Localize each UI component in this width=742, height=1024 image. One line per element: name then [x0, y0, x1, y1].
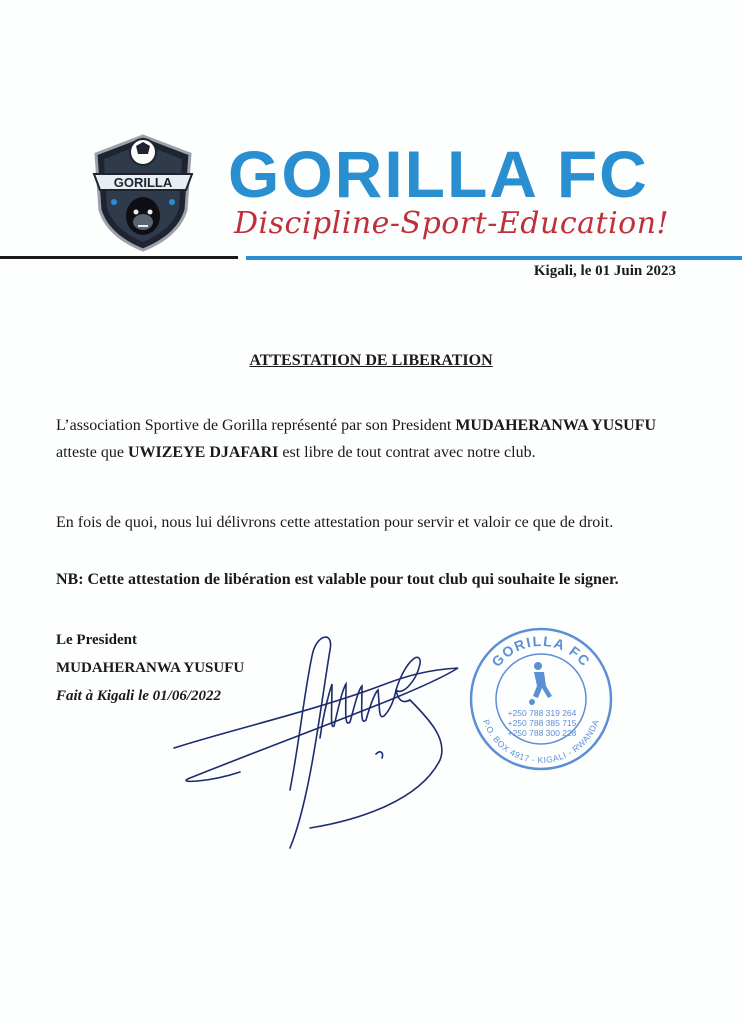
stamp-phone-3: +250 788 300 228 — [507, 728, 577, 738]
nb-note: NB: Cette attestation de libération est valable pour tout club qui souhaite le signer. — [56, 571, 619, 588]
stamp-top-text: GORILLA FC — [488, 632, 594, 670]
club-motto: Discipline-Sport-Education! — [234, 206, 670, 241]
footballer-icon — [529, 662, 552, 705]
handwritten-signature — [170, 630, 470, 850]
president-name: MUDAHERANWA YUSUFU — [455, 417, 657, 434]
player-name: UWIZEYE DJAFARI — [127, 444, 279, 461]
document-title: ATTESTATION DE LIBERATION — [249, 352, 493, 369]
p1-text-c: atteste que — [56, 444, 128, 461]
stamp-phone-1: +250 788 319 264 — [507, 708, 577, 718]
logo-text: GORILLA — [113, 175, 173, 190]
place-date: Fait à Kigali le 01/06/2022 — [56, 688, 222, 704]
p1-text-a: L’association Sportive de Gorilla représenté par son President — [56, 417, 456, 434]
header-rule-blue — [246, 256, 742, 260]
date-line: Kigali, le 01 Juin 2023 — [533, 263, 676, 279]
p1-text-e: est libre de tout contrat avec notre club. — [278, 444, 536, 461]
club-name: GORILLA FC — [228, 137, 649, 211]
signer-name: MUDAHERANWA YUSUFU — [56, 660, 245, 676]
club-logo — [90, 132, 196, 254]
stamp-phone-2: +250 788 385 715 — [507, 718, 577, 728]
paragraph-1 — [56, 412, 696, 466]
header-rule-black — [0, 256, 238, 259]
stamp-bottom-text: P.O. BOX 4917 - KIGALI - RWANDA — [481, 717, 601, 766]
club-stamp — [466, 624, 616, 774]
paragraph-2: En fois de quoi, nous lui délivrons cette attestation pour servir et valoir ce que de droit. — [56, 514, 614, 531]
signer-role: Le President — [56, 632, 137, 648]
